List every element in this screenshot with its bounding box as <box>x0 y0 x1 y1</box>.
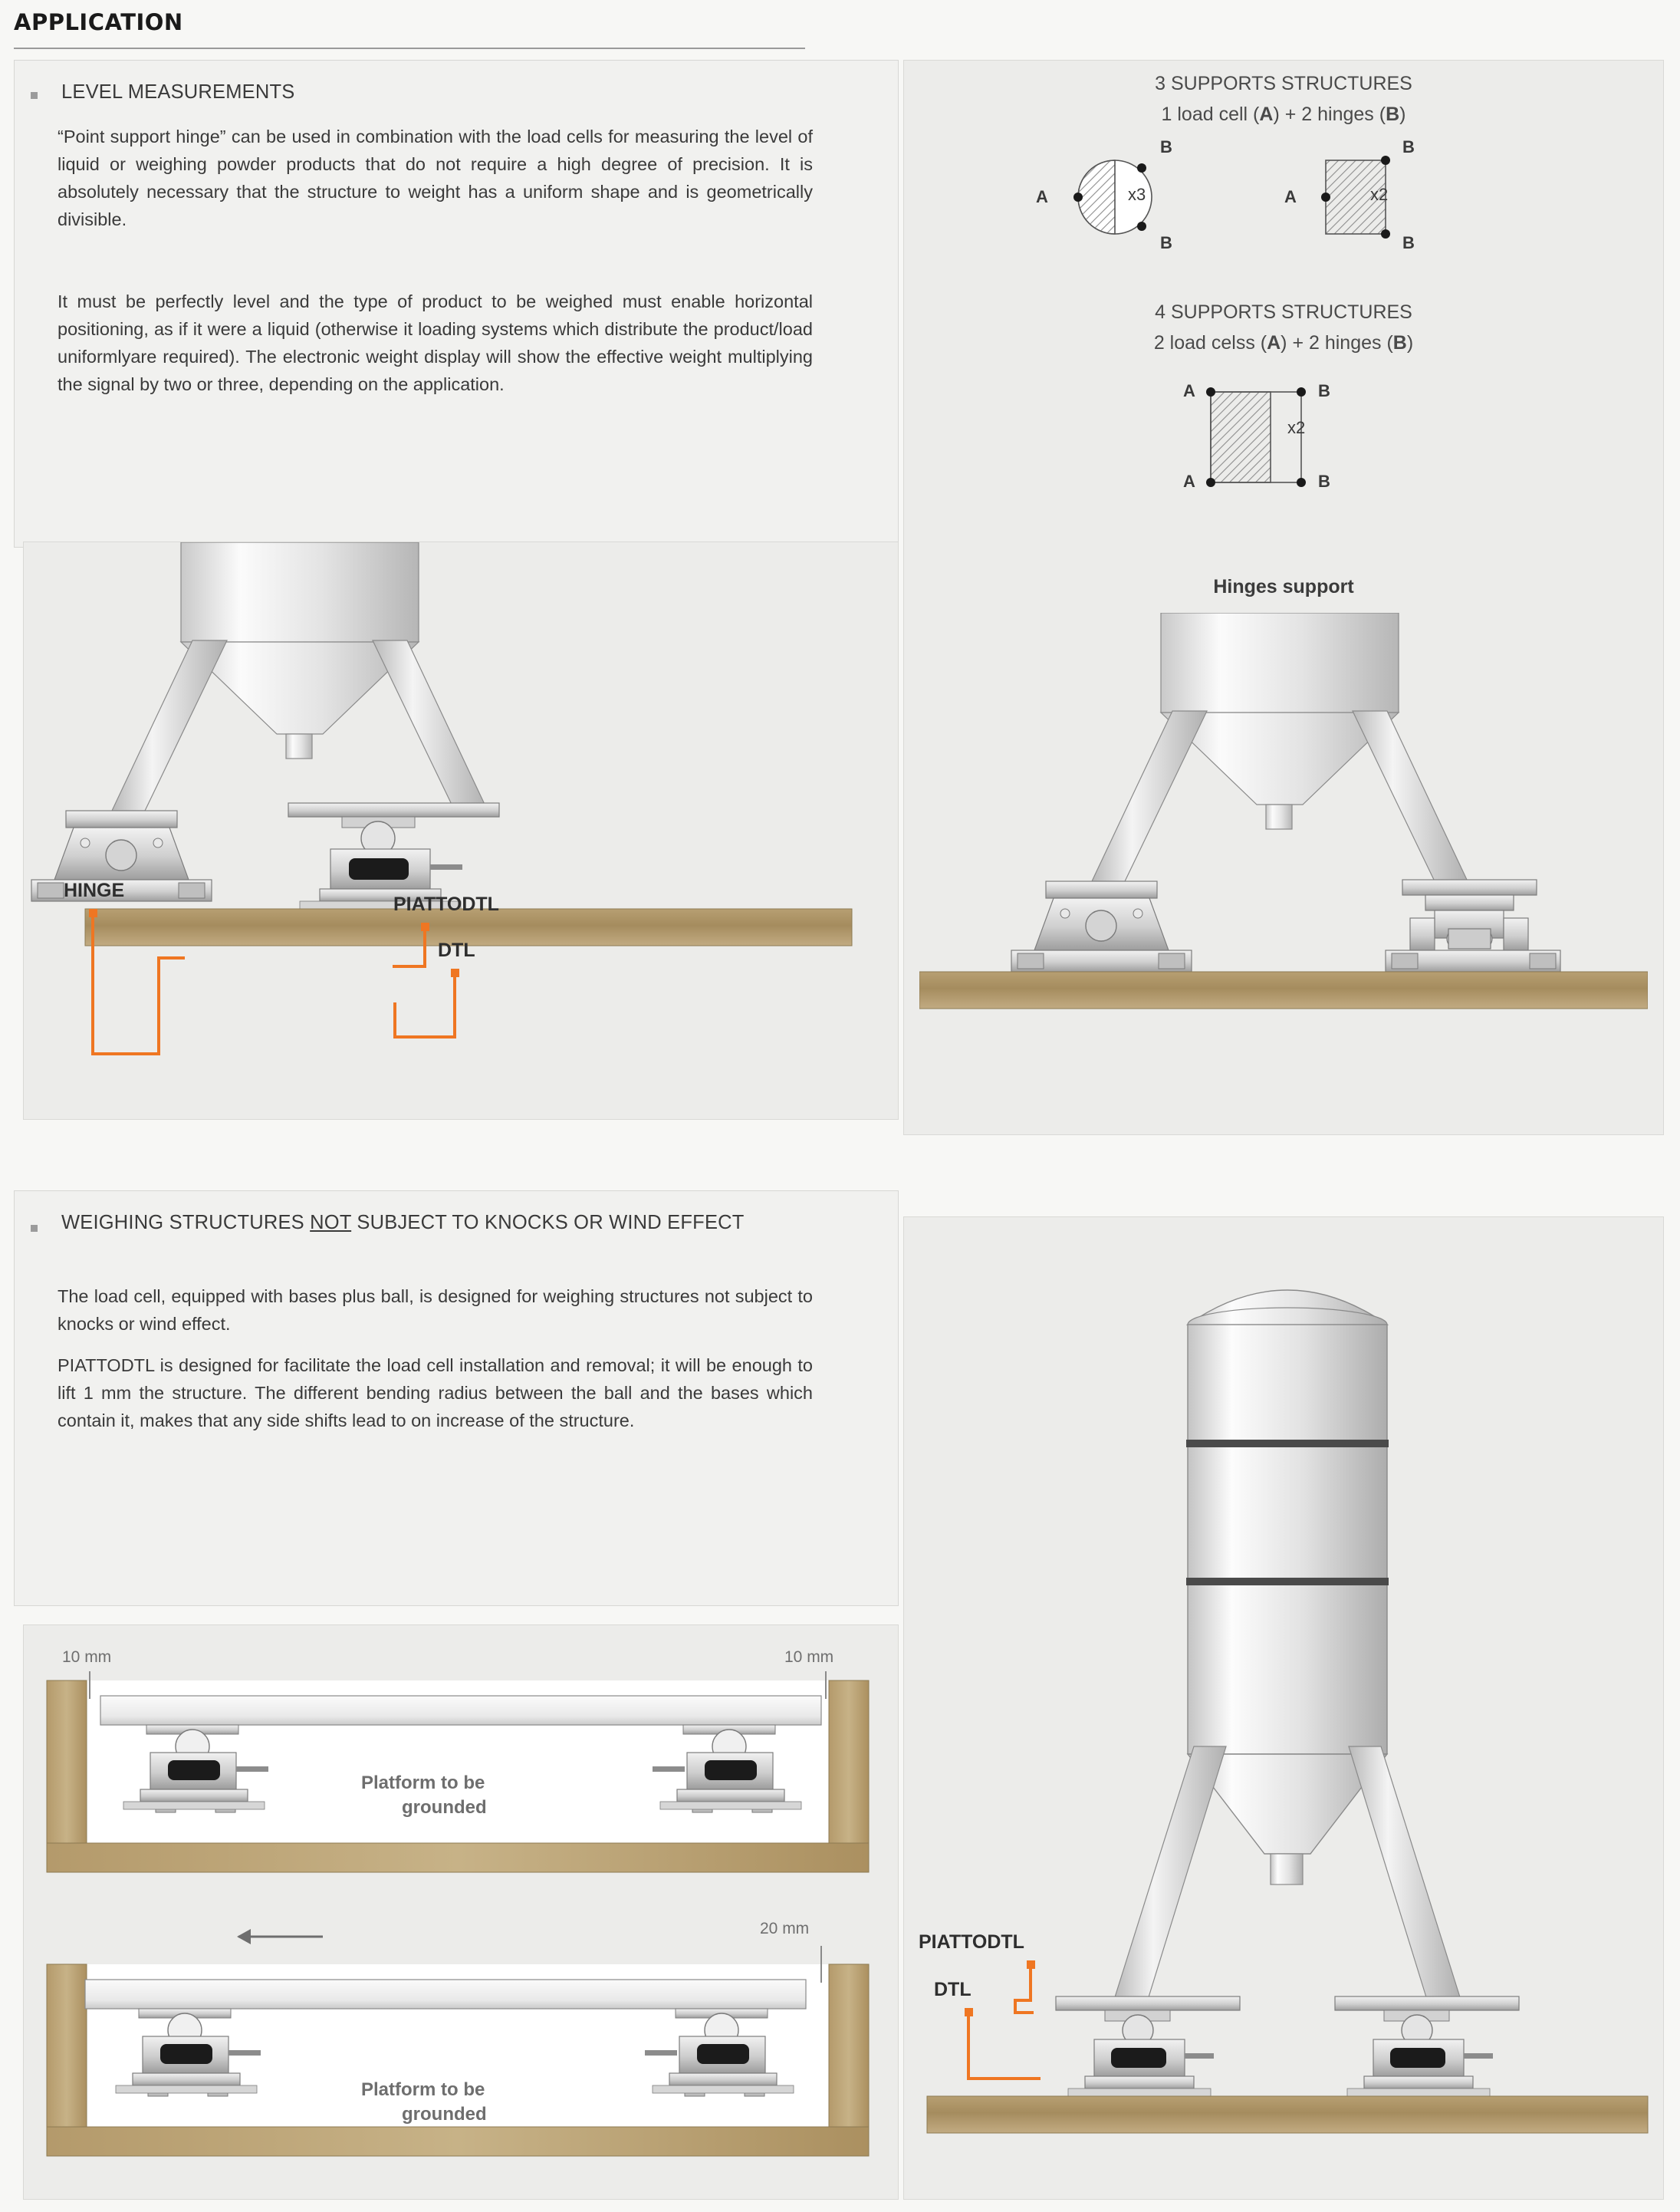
silo-illustration <box>904 1217 1663 2199</box>
dtl-line-v2 <box>393 1002 396 1038</box>
section-1-paragraph-1: “Point support hinge” can be used in combination with the load cells for measuring the level of liquid or weighing powder products that do not require a high degree of precision. It is absolutely necessary that the structure to weight has a uniform shape and is geometrically divisible. <box>58 127 813 229</box>
dtl-callout-marker <box>451 969 459 977</box>
supports-4-title: 4 SUPPORTS STRUCTURES <box>1155 301 1412 323</box>
dimension-top-left: 10 mm <box>62 1648 112 1666</box>
platform-diagram-bottom <box>24 1920 898 2181</box>
silo-piatto-line-v <box>1029 1968 1032 2002</box>
supports-3-subtitle <box>904 104 1663 126</box>
supports-3-sub-mid: ) + 2 hinges ( <box>1273 104 1386 125</box>
section-2-heading <box>61 1212 813 1234</box>
supports-3-sub-b: B <box>1386 104 1400 125</box>
dimension-bottom-right: 20 mm <box>760 1920 810 1937</box>
supports-3-circle-label-b-bottom: B <box>1160 233 1172 252</box>
piattodtl-callout-label: PIATTODTL <box>393 894 499 915</box>
supports-4-sub-mid: ) + 2 hinges ( <box>1281 332 1393 354</box>
platform-grounded-caption-top-line1: Platform to be <box>361 1773 485 1793</box>
supports-3-circle-label-b-top: B <box>1160 137 1172 156</box>
silo-piatto-line-h2 <box>1014 2011 1034 2014</box>
dtl-callout-label: DTL <box>438 940 475 961</box>
supports-structures-panel <box>903 60 1664 1135</box>
supports-3-title: 3 SUPPORTS STRUCTURES <box>1155 73 1412 94</box>
level-measurement-illustration <box>24 542 898 1119</box>
supports-3-sub-a: A <box>1259 104 1274 125</box>
level-measurement-illustration-panel <box>23 541 899 1120</box>
section-1-paragraph-2: It must be perfectly level and the type of product to be weighed must enable horizontal positioning, as if it were a liquid (otherwise it loading systems which distribute the product/load uniformlyare required). The electronic weight display will show the effective weight multiplying the signal by two or three, depending on the application. <box>58 291 813 394</box>
supports-3-rect-label-b-bottom: B <box>1402 233 1415 252</box>
supports-4-sub-pre: 2 load celss ( <box>1153 332 1267 354</box>
platform-grounded-caption-bottom-line2: grounded <box>402 2104 487 2125</box>
hinge-callout-line-v1 <box>91 917 94 1055</box>
supports-3-circle-multiplier: x3 <box>1128 185 1146 204</box>
hinge-callout-label: HINGE <box>64 880 125 901</box>
hinge-callout-line-v2 <box>157 956 160 1055</box>
supports-3-rect-label-a: A <box>1284 187 1297 206</box>
dtl-line-v <box>453 977 456 1039</box>
silo-dtl-line-v <box>967 2016 970 2080</box>
supports-3-sub-end: ) <box>1399 104 1406 125</box>
section-1-heading: LEVEL MEASUREMENTS <box>61 81 295 103</box>
supports-4-sub-a: A <box>1267 332 1281 354</box>
supports-4-rect-diagram <box>1180 375 1333 498</box>
supports-4-sub-b: B <box>1392 332 1407 354</box>
supports-3-sub-pre: 1 load cell ( <box>1161 104 1260 125</box>
silo-dtl-line-h <box>967 2077 1041 2080</box>
supports-4-subtitle <box>904 332 1663 354</box>
section-2-heading-pre: WEIGHING STRUCTURES <box>61 1212 311 1233</box>
hinge-callout-line-h1 <box>91 1052 160 1055</box>
page-title: APPLICATION <box>14 9 183 35</box>
piattodtl-callout-marker <box>421 923 429 931</box>
hinges-support-caption: Hinges support <box>1213 576 1354 597</box>
supports-3-rect-multiplier: x2 <box>1370 185 1389 204</box>
dtl-line-h <box>393 1035 456 1039</box>
title-divider <box>14 48 805 49</box>
supports-4-sub-end: ) <box>1406 332 1414 354</box>
silo-dtl-callout-label: DTL <box>934 1979 972 2000</box>
section-2-heading-post: SUBJECT TO KNOCKS OR WIND EFFECT <box>351 1212 745 1233</box>
hinges-support-illustration <box>919 613 1648 1134</box>
piattodtl-line-v <box>423 931 426 968</box>
silo-piattodtl-callout-label: PIATTODTL <box>919 1931 1024 1953</box>
dimension-top-right: 10 mm <box>784 1648 834 1666</box>
supports-3-circle-label-a: A <box>1036 187 1048 206</box>
section-2-paragraph-1: The load cell, equipped with bases plus ball, is designed for weighing structures not subject to knocks or wind effect. <box>58 1286 813 1334</box>
platform-grounded-caption-bottom-line1: Platform to be <box>361 2079 485 2100</box>
piattodtl-line-h <box>393 965 426 968</box>
section-2-paragraph-2: PIATTODTL is designed for facilitate the load cell installation and removal; it will be enough to lift 1 mm the structure. The different bending radius between the ball and the bases which contain it, makes that any side shifts lead to on increase of the structure. <box>58 1355 813 1430</box>
supports-3-rect-label-b-top: B <box>1402 137 1415 156</box>
supports-4-label-b-top: B <box>1318 381 1330 400</box>
bullet-marker-2 <box>31 1225 38 1232</box>
platform-grounded-caption-top-line2: grounded <box>402 1797 487 1818</box>
supports-4-label-a-top: A <box>1183 381 1195 400</box>
bullet-marker-1 <box>31 92 38 99</box>
platform-diagrams-panel <box>23 1624 899 2200</box>
silo-illustration-panel <box>903 1216 1664 2200</box>
supports-4-multiplier: x2 <box>1287 418 1306 437</box>
hinge-callout-marker <box>89 909 97 917</box>
supports-4-label-a-bottom: A <box>1183 472 1195 491</box>
section-2-heading-not: NOT <box>310 1212 352 1233</box>
hinge-callout-line-h2 <box>157 956 185 960</box>
supports-4-label-b-bottom: B <box>1318 472 1330 491</box>
